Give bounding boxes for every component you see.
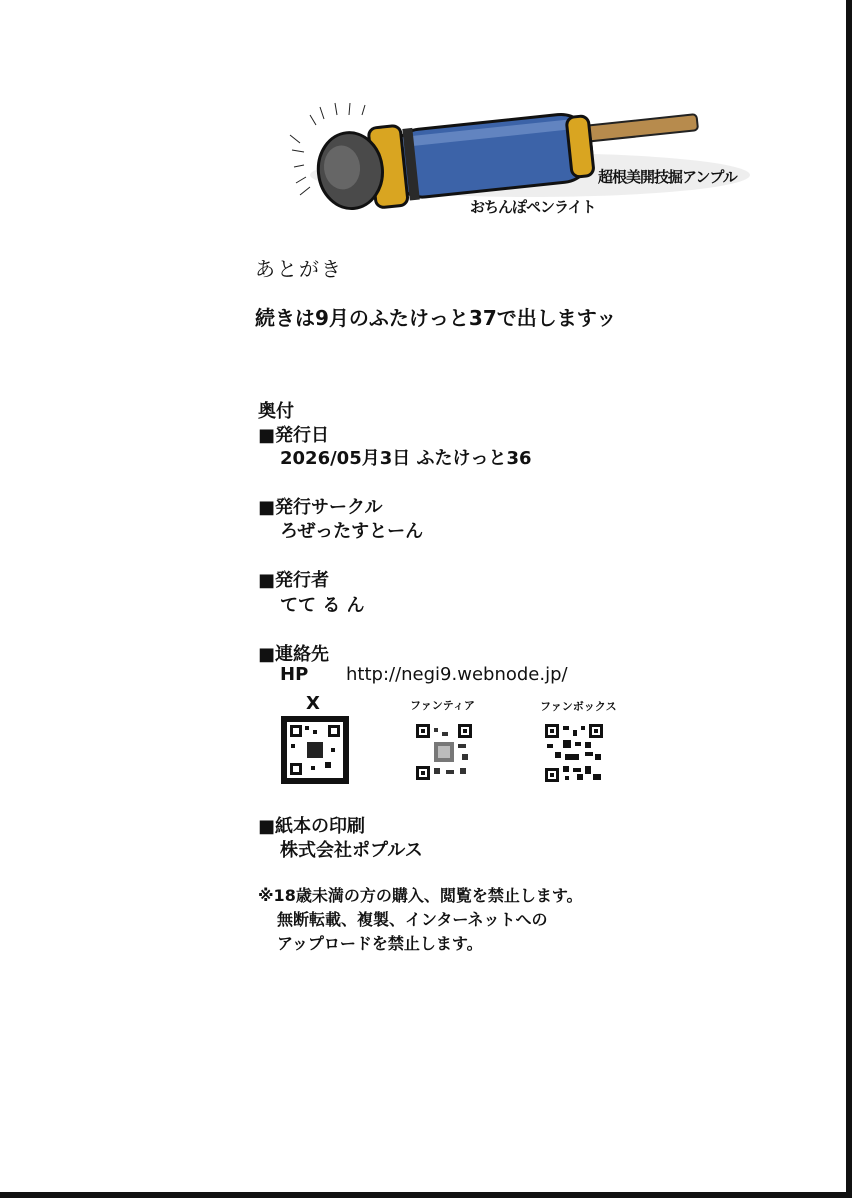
release-date-value: 2026/05月3日 ふたけっと36 xyxy=(280,448,532,469)
colophon-title: 奥付 xyxy=(258,401,294,422)
afterword-message: 続きは9月のふたけっと37で出しますッ xyxy=(255,306,617,330)
qr-fanbox-label: ファンボックス xyxy=(540,700,617,713)
circle-value: ろぜったすとーん xyxy=(280,521,424,542)
contact-label: ■連絡先 xyxy=(258,644,330,665)
publisher-label: ■発行者 xyxy=(258,570,330,591)
printer-label: ■紙本の印刷 xyxy=(258,816,366,837)
notice-line-2: 無断転載、複製、インターネットへの xyxy=(277,910,548,929)
qr-x[interactable] xyxy=(281,716,349,784)
illustration-caption-sub: おちんぽペンライト xyxy=(470,198,596,216)
printer-value: 株式会社ポプルス xyxy=(280,840,423,861)
notice-line-1: ※18歳未満の方の購入、閲覧を禁止します。 xyxy=(258,886,583,905)
afterword-heading: あとがき xyxy=(255,257,343,281)
circle-label: ■発行サークル xyxy=(258,497,383,518)
notice-line-3: アップロードを禁止します。 xyxy=(277,934,483,953)
qr-fantia-label: ファンティア xyxy=(410,699,475,712)
qr-x-label: X xyxy=(306,693,320,714)
qr-fanbox[interactable] xyxy=(545,724,603,782)
illustration-caption-main: 超根美開技掘アンプル xyxy=(598,168,737,186)
contact-url[interactable]: http://negi9.webnode.jp/ xyxy=(346,664,568,685)
publisher-value: てて る ん xyxy=(280,595,365,616)
qr-fantia[interactable] xyxy=(416,724,472,780)
release-date-label: ■発行日 xyxy=(258,425,330,446)
contact-hp-label: HP xyxy=(280,664,309,685)
